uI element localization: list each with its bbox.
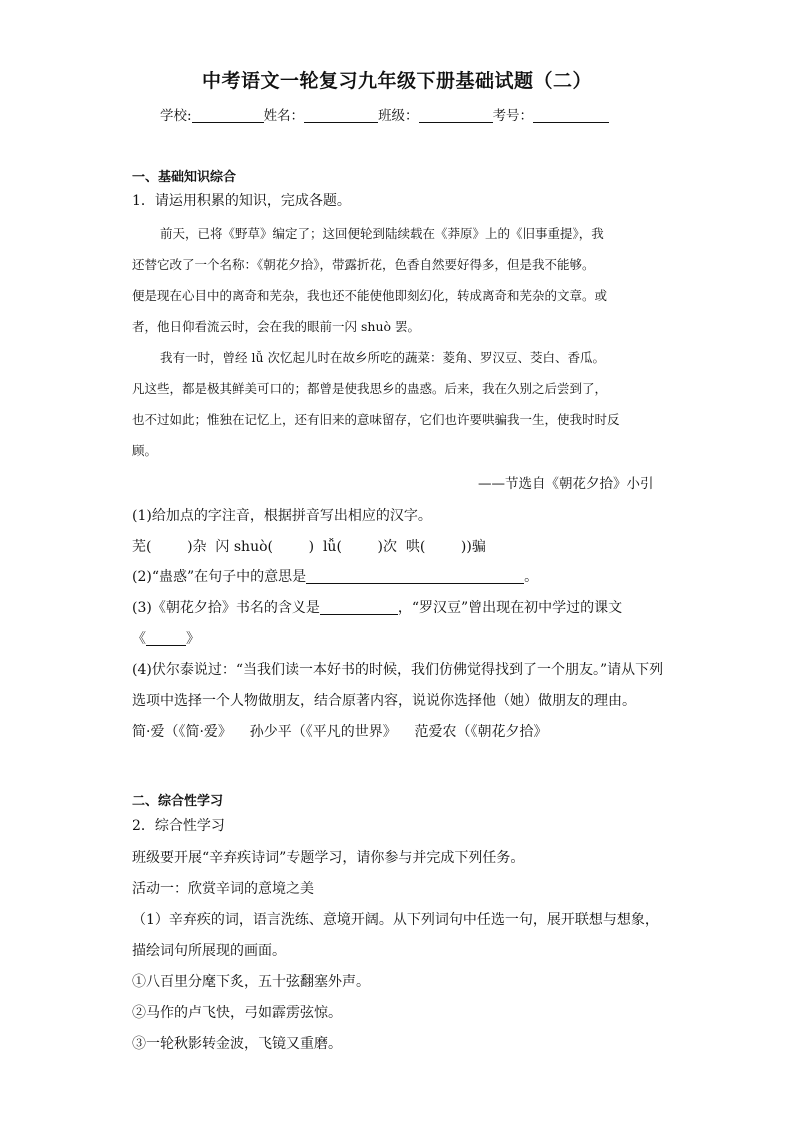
question2-prompt: 2．综合性学习 [132,818,225,834]
answer-blank[interactable] [146,631,186,646]
poem-option: ①八百里分麾下炙，五十弦翻塞外声。 [132,974,370,990]
passage-line: 也不过如此；惟独在记忆上，还有旧来的意味留存，它们也许要哄骗我一生，使我时时反 [132,412,620,427]
school-label: 学校: [160,108,192,124]
question1-prompt: 1．请运用积累的知识，完成各题。 [132,193,351,209]
passage-line: 我有一时，曾经 lǚ 次忆起儿时在故乡所吃的蔬菜：菱角、罗汉豆、茭白、香瓜。 [160,350,605,365]
book-bracket-open: 《 [132,631,146,647]
section1-heading: 一、基础知识综合 [132,170,237,185]
class-label: 班级： [378,108,419,124]
passage-line: 顾。 [132,443,158,458]
answer-blank[interactable] [306,569,524,584]
subquestion-1: (1)给加点的字注音，根据拼音写出相应的汉字。 [132,508,432,524]
passage-line: 凡这些，都是极其鲜美可口的；都曾是使我思乡的蛊惑。后来，我在久别之后尝到了， [132,381,608,396]
passage-source: ——节选自《朝花夕拾》小引 [478,476,654,492]
student-info-line [160,104,609,124]
subquestion-1-items: 芜( )杂 闪 shuò( ) lǚ( )次 哄( ))骗 [132,539,486,555]
passage-line: 者，他日仰看流云时，会在我的眼前一闪 shuò 罢。 [132,319,420,334]
class-blank[interactable] [419,108,493,123]
passage-line: 还替它改了一个名称：《朝花夕拾》，带露折花，色香自然要好得多，但是我不能够。 [132,257,595,272]
section2-heading: 二、综合性学习 [132,794,224,809]
subquestion-3-line2 [132,628,200,648]
name-label: 姓名： [263,108,305,124]
poem-option: ②马作的卢飞快，弓如霹雳弦惊。 [132,1005,342,1021]
subquestion-4: (4)伏尔泰说过：“当我们读一本好书的时候，我们仿佛觉得找到了一个朋友。”请从下列 [132,662,664,678]
page-title: 中考语文一轮复习九年级下册基础试题（二） [201,70,592,92]
subquestion-2-text: (2)“蛊惑”在句子中的意思是 [132,569,307,585]
answer-blank[interactable] [320,600,398,615]
question2-intro: 班级要开展“辛弃疾诗词”专题学习，请你参与并完成下列任务。 [132,850,525,866]
subquestion-3 [132,597,622,617]
subquestion-2-end: 。 [524,569,539,585]
subquestion-3-text: (3)《朝花夕拾》书名的含义是 [132,600,320,616]
task-1: （1）辛弃疾的词，语言洗练、意境开阔。从下列词句中任选一句，展开联想与想象， [132,912,659,928]
number-label: 考号： [492,108,534,124]
passage-line: 便是现在心目中的离奇和芜杂，我也还不能使他即刻幻化，转成离奇和芜杂的文章。或 [132,288,608,303]
subquestion-4-options: 简·爱（《简·爱》 孙少平（《平凡的世界》 范爱农（《朝花夕拾》 [132,724,548,740]
poem-option: ③一轮秋影转金波，飞镜又重磨。 [132,1036,342,1052]
number-blank[interactable] [533,108,609,123]
school-blank[interactable] [192,108,264,123]
subquestion-4-line2: 选项中选择一个人物做朋友，结合原著内容，说说你选择他（她）做朋友的理由。 [132,693,636,709]
subquestion-2 [132,566,538,586]
passage-line: 前天，已将《野草》编定了；这回便轮到陆续载在《莽原》上的《旧事重提》，我 [160,226,604,241]
book-bracket-close: 》 [186,631,200,647]
activity-title: 活动一：欣赏辛词的意境之美 [132,881,314,897]
subquestion-3-text-2: ，“罗汉豆”曾出现在初中学过的课文 [397,600,623,616]
name-blank[interactable] [304,108,378,123]
task-1-line2: 描绘词句所展现的画面。 [132,943,286,959]
